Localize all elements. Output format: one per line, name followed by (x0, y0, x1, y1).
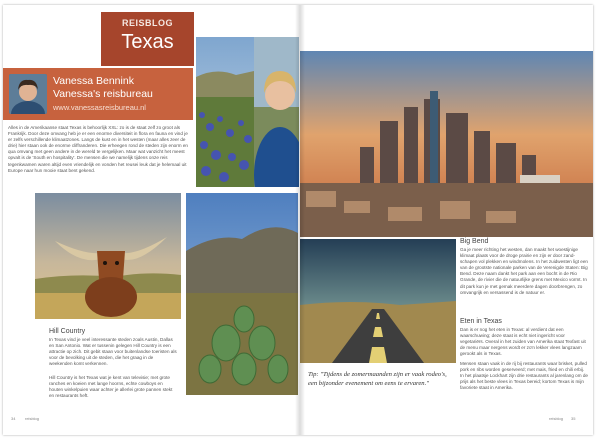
longhorn-cow-photo (35, 193, 181, 319)
vanessa-portrait-photo (254, 37, 299, 187)
reisblog-title-box (101, 12, 194, 66)
author-name: Vanessa Bennink (53, 75, 134, 87)
author-business: Vanessa's reisbureau (53, 88, 153, 100)
magazine-spread (3, 5, 593, 435)
desert-road-storm-photo (300, 239, 456, 363)
hill-country-paragraph-2: Hill Country is het Texas wat je kent van televisie; met grote ranches en koeien met lange hoorns, echte cowboys en houten winkelpuien waar achter je allerlei grote pannen stekt en restaurants heft. (49, 375, 173, 399)
author-website-link[interactable]: www.vanessasreisbureau.nl (53, 103, 146, 112)
author-box (3, 68, 193, 120)
left-footer-label: reisblog (25, 416, 40, 421)
bluebonnet-flowers-photo (196, 37, 254, 187)
intro-paragraph: Alles in de Amerikaanse staat Texas is behoorlijk XXL: zo is de staat zelf zo groot als Frankrijk. Door deze omvang heb je er een enorme diversiteit in flora en fauna en vind je er zelfs verschillende klimaatzones. Langs de kust en in het westen (maar alles zeer de drie) hier staan ook de enorme cliffranderen. Die erheegen rond de steden zijn enorm en qua omvang met geen andere in de wereld te vergelijken. Maar wat vanzicht het meest opvalt is de 'South en hospitality'. De mensen die we namelijk tijdens onze reis tegenkwamen waren altijd even vriendelijk en vonden het reusei leuk dat je helemaal uit Europe naar hun mooie staat bent gekend. (8, 125, 188, 173)
section-label: REISBLOG (121, 18, 173, 28)
hill-country-paragraph-1: In Texas vind je veel interessante steden zoals Austin, Dallas en San Antonio. Wat er tussenin gelegen Hill Country is een attractie op zich. Dit gebit staan voor buitenlandse toeristen als voor de bevolking uit de steden, die het graag in de weekenden komt verkennen. (49, 337, 177, 367)
big-bend-cactus-photo (186, 193, 298, 395)
dallas-skyline-photo (300, 51, 593, 237)
eten-heading: Eten in Texas (460, 318, 502, 325)
author-avatar (9, 74, 47, 114)
right-footer-label: reisblog (549, 416, 564, 421)
big-bend-paragraph: Ga je meer richting het westen, dan maakt het woestijnige klimaat plaats voor de droge prairie en zijn er door zand-schapen vol plekken en windmolens. In het zuidwesten ligt een van de grootste nationale parken van de Verenigde Staten: Big Bend. Deze naam dankt het park aan een bocht in de Rio Grande, de rivier die de natuurlijke grens met Mexico vormt. In dit park kun je met gemak meerdere dagen doorbrengen, zo omvangrijk en versassend is de natuur er. (460, 247, 588, 295)
left-page (3, 5, 299, 435)
tip-quote: Tip: "Tijdens de zomermaanden zijn er vaak rodeo's, een bijzonder evenement om eens te ervaren." (308, 371, 447, 387)
hill-country-heading: Hill Country (49, 328, 86, 335)
right-page-number: 35 (571, 416, 576, 421)
big-bend-heading: Big Bend (460, 238, 489, 245)
left-page-number: 34 (11, 416, 16, 421)
page-title: Texas (121, 31, 174, 53)
page-gutter (295, 5, 305, 435)
eten-paragraph-1: Dan is er nog het eten in Texas: al verdient dat een waarschuwing; deze staat is echt niet ingericht voor vegetariërs. Overal in het zuiden van Amerika staat Texfast uit de menu maar nergens wordt er zo'n lekker vlees langzaam gerookt als in Texas. (460, 327, 586, 357)
author-portrait-icon (9, 74, 47, 114)
eten-paragraph-2: Mensen staan vaak in de rij bij restaurants waar brisket, pulled pork en ribs worden geserveerd; met mais, fried en chili erbij. In het plaatsje Lockhart zijn drie restaurants al jarenlang om de prijs als het beste vlees in Texas bereid; kortom Texas is mijn favoriete staat in Amerika. (460, 361, 588, 391)
